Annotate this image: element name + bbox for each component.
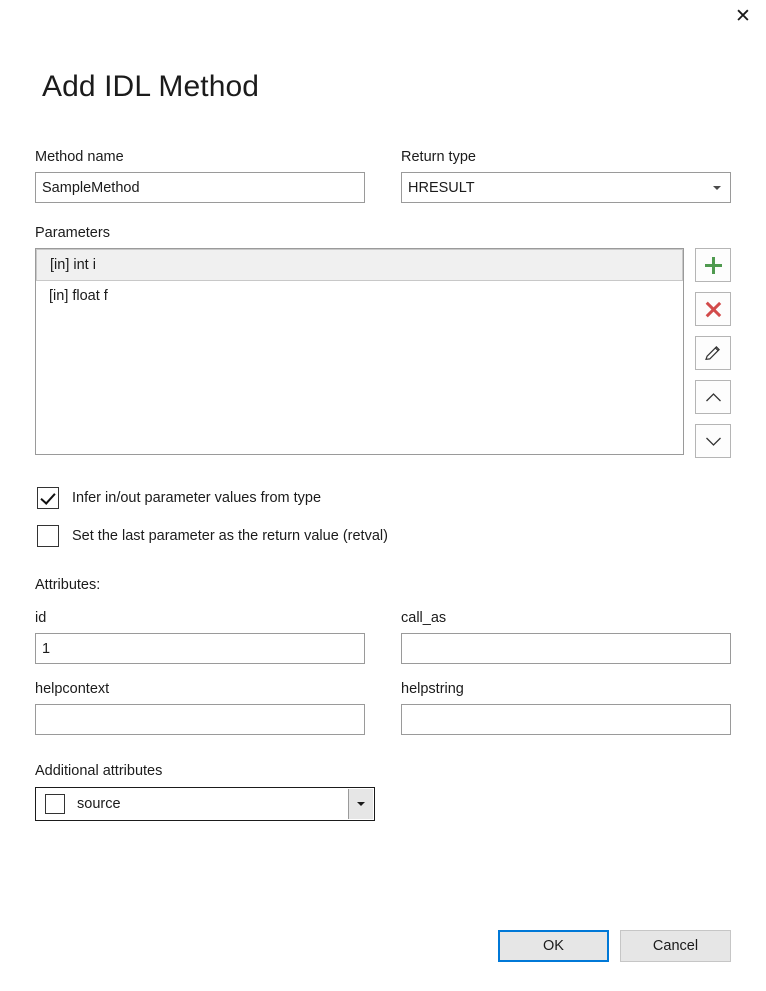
parameters-section [35, 225, 731, 468]
parameter-toolbar [695, 248, 731, 468]
call-as-label: call_as [401, 610, 447, 626]
plus-icon [705, 257, 722, 274]
name-and-return-row [35, 149, 731, 203]
helpstring-input[interactable] [401, 704, 731, 735]
id-input[interactable] [35, 633, 365, 664]
edit-parameter-button[interactable] [695, 336, 731, 370]
move-parameter-up-button[interactable] [695, 380, 731, 414]
ok-button[interactable]: OK [498, 930, 609, 962]
helpstring-field-group [401, 681, 731, 735]
parameters-listbox[interactable] [35, 248, 684, 455]
infer-inout-row [35, 487, 731, 509]
list-item[interactable]: [in] float f [49, 288, 108, 304]
return-type-field-group [401, 149, 731, 203]
retval-checkbox[interactable] [37, 525, 59, 547]
method-name-field-group [35, 149, 365, 203]
additional-attributes-combobox[interactable] [35, 787, 375, 821]
helpcontext-input[interactable] [35, 704, 365, 735]
cancel-button[interactable]: Cancel [620, 930, 731, 962]
call-as-field-group [401, 610, 731, 664]
infer-inout-checkbox[interactable] [37, 487, 59, 509]
close-icon: ✕ [735, 5, 751, 27]
chevron-down-icon [713, 186, 721, 190]
return-type-combobox[interactable] [401, 172, 731, 203]
source-attribute-label: source [77, 796, 121, 812]
infer-inout-label: Infer in/out parameter values from type [72, 490, 322, 506]
helpcontext-field-group [35, 681, 365, 735]
dialog-content [0, 46, 766, 991]
chevron-down-icon [357, 802, 365, 806]
attributes-title: Attributes: [35, 577, 101, 593]
method-name-input[interactable] [35, 172, 365, 203]
delete-parameter-button[interactable] [695, 292, 731, 326]
helpstring-label: helpstring [401, 681, 464, 697]
helpcontext-label: helpcontext [35, 681, 110, 697]
attributes-row-1 [35, 610, 731, 664]
chevron-up-icon [705, 392, 722, 403]
pencil-icon [704, 344, 722, 362]
attributes-row-2 [35, 681, 731, 735]
retval-row [35, 525, 731, 547]
dialog-titlebar [0, 0, 766, 46]
return-type-label: Return type [401, 149, 476, 165]
cross-icon [705, 301, 722, 318]
add-parameter-button[interactable] [695, 248, 731, 282]
chevron-down-icon [705, 436, 722, 447]
additional-attributes-dropdown-button[interactable] [348, 789, 373, 819]
source-attribute-checkbox[interactable] [45, 794, 65, 814]
parameters-label: Parameters [35, 225, 110, 241]
dialog-footer [498, 930, 731, 962]
additional-attributes-group [35, 763, 731, 821]
list-item[interactable]: [in] int i [36, 249, 683, 281]
move-parameter-down-button[interactable] [695, 424, 731, 458]
parameters-row [35, 248, 731, 468]
additional-attributes-label: Additional attributes [35, 763, 163, 779]
retval-label: Set the last parameter as the return value (retval) [72, 528, 388, 544]
id-label: id [35, 610, 47, 626]
call-as-input[interactable] [401, 633, 731, 664]
method-name-label: Method name [35, 149, 124, 165]
page-title: Add IDL Method [42, 70, 260, 103]
id-field-group [35, 610, 365, 664]
return-type-value: HRESULT [408, 179, 475, 196]
close-button[interactable] [720, 0, 766, 32]
